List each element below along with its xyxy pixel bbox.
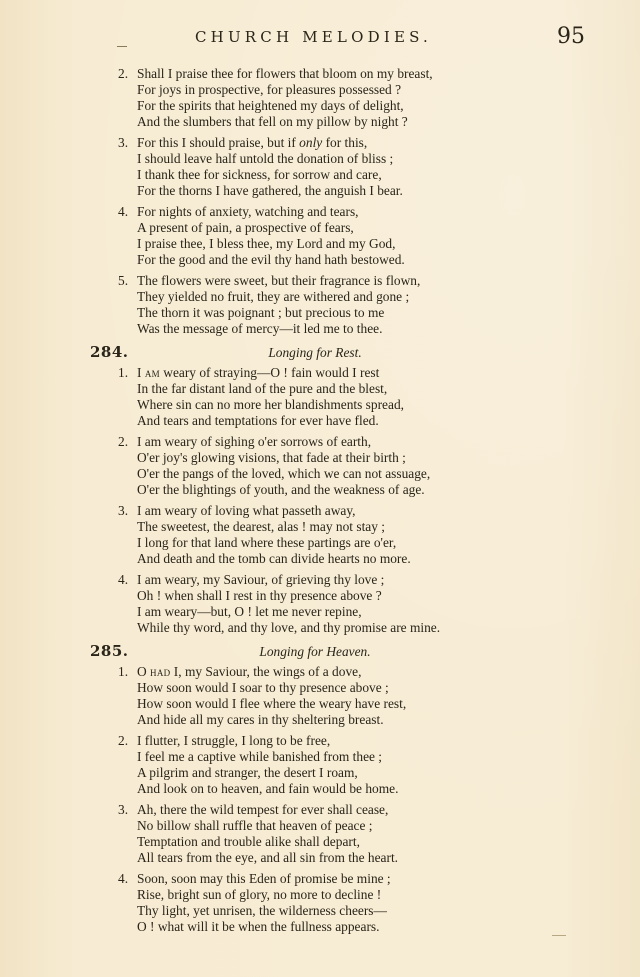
verse-text: For this I should praise, but if (137, 135, 300, 150)
verse-line: And hide all my cares in thy sheltering breast. (137, 712, 384, 727)
hymn-number: 284. (90, 343, 129, 361)
running-title: CHURCH MELODIES. (195, 28, 432, 46)
verse-line: For the thorns I have gathered, the anguish I bear. (137, 183, 403, 198)
verse-line (137, 664, 503, 680)
verse-line: For nights of anxiety, watching and tears, (137, 204, 359, 219)
stanza-number: 1. (118, 365, 129, 380)
verse-line: And tears and temptations for ever have fled. (137, 413, 379, 428)
verse-line: No billow shall ruffle that heaven of peace ; (137, 818, 373, 833)
verse-line: I am weary, my Saviour, of grieving thy love ; (137, 572, 385, 587)
stanza-number: 4. (118, 871, 129, 886)
verse-line: Where sin can no more her blandishments spread, (137, 397, 404, 412)
verse-line: I should leave half untold the donation of bliss ; (137, 151, 394, 166)
small-caps-word: am (144, 365, 160, 380)
stanza (0, 135, 503, 199)
hymn-number: 285. (90, 642, 129, 660)
stanza-number: 3. (118, 135, 129, 150)
verse-line: I am weary of loving what passeth away, (137, 503, 356, 518)
verse-line: For joys in prospective, for pleasures possessed ? (137, 82, 402, 97)
stanza-number: 4. (118, 572, 129, 587)
hymn-title-text: Longing for Heaven. (259, 644, 371, 659)
stanza (0, 204, 503, 268)
verse-line: And the slumbers that fell on my pillow by night ? (137, 114, 408, 129)
running-head (0, 24, 640, 52)
verse-line: I flutter, I struggle, I long to be free, (137, 733, 331, 748)
stanza (0, 273, 503, 337)
stanza (0, 802, 503, 866)
stanza (0, 871, 503, 935)
verse-line: I thank thee for sickness, for sorrow and care, (137, 167, 382, 182)
verse-line: Rise, bright sun of glory, no more to decline ! (137, 887, 382, 902)
verse-line: How soon would I soar to thy presence above ; (137, 680, 389, 695)
hymn-heading (0, 641, 640, 663)
verse-line: I feel me a captive while banished from thee ; (137, 749, 383, 764)
verse-line: Soon, soon may this Eden of promise be mine ; (137, 871, 391, 886)
stanza-number: 2. (118, 66, 129, 81)
page-number: 95 (557, 24, 585, 49)
verse-line: I praise thee, I bless thee, my Lord and my God, (137, 236, 396, 251)
stanza-number: 5. (118, 273, 129, 288)
verse-line: I long for that land where these partings are o'er, (137, 535, 397, 550)
stanza (0, 503, 503, 567)
stanza (0, 572, 503, 636)
verse-line: How soon would I flee where the weary have rest, (137, 696, 407, 711)
verse-text: weary of straying—O ! fain would I rest (159, 365, 380, 380)
emphasis-word: only (299, 135, 323, 150)
verse-line: I am weary of sighing o'er sorrows of earth, (137, 434, 372, 449)
verse-text: for this, (322, 135, 368, 150)
verse-line: O'er joy's glowing visions, that fade at their birth ; (137, 450, 406, 465)
verse-line: For the good and the evil thy hand hath bestowed. (137, 252, 405, 267)
stanza (0, 733, 503, 797)
verse-line: The thorn it was poignant ; but precious to me (137, 305, 385, 320)
verse-line: The sweetest, the dearest, alas ! may not stay ; (137, 519, 386, 534)
stanza-number: 2. (118, 733, 129, 748)
verse-line: They yielded no fruit, they are withered and gone ; (137, 289, 410, 304)
verse-line: The flowers were sweet, but their fragrance is flown, (137, 273, 421, 288)
verse-line: A present of pain, a prospective of fears, (137, 220, 354, 235)
stanza (0, 365, 503, 429)
verse-line: Thy light, yet unrisen, the wilderness cheers— (137, 903, 387, 918)
verse-line: I am weary—but, O ! let me never repine, (137, 604, 362, 619)
hymn-heading (0, 342, 640, 364)
verse-text: O (137, 664, 151, 679)
margin-mark (117, 46, 127, 47)
verse-line: Shall I praise thee for flowers that bloom on my breast, (137, 66, 433, 81)
verse-line: A pilgrim and stranger, the desert I roam, (137, 765, 358, 780)
hymn-title (0, 345, 640, 361)
verse-line: Oh ! when shall I rest in thy presence above ? (137, 588, 382, 603)
verse-text: I, my Saviour, the wings of a dove, (170, 664, 362, 679)
verse-line: Was the message of mercy—it led me to thee. (137, 321, 383, 336)
stanza (0, 664, 503, 728)
small-caps-word: had (150, 664, 171, 679)
stanza-number: 1. (118, 664, 129, 679)
verse-line: All tears from the eye, and all sin from the heart. (137, 850, 399, 865)
verse-line (137, 365, 503, 381)
stanza-number: 2. (118, 434, 129, 449)
verse-line: O'er the blightings of youth, and the weakness of age. (137, 482, 425, 497)
margin-mark (552, 935, 566, 936)
page-text (0, 66, 640, 940)
verse-line: O'er the pangs of the loved, which we can not assuage, (137, 466, 431, 481)
verse-line: While thy word, and thy love, and thy promise are mine. (137, 620, 441, 635)
verse-text: I (137, 365, 145, 380)
verse-line: And death and the tomb can divide hearts no more. (137, 551, 411, 566)
verse-line: For the spirits that heightened my days of delight, (137, 98, 404, 113)
verse-line: And look on to heaven, and fain would be home. (137, 781, 399, 796)
verse-line: O ! what will it be when the fullness appears. (137, 919, 380, 934)
verse-line: Temptation and trouble alike shall depart, (137, 834, 360, 849)
verse-line (137, 135, 503, 151)
stanza-number: 4. (118, 204, 129, 219)
stanza (0, 434, 503, 498)
stanza-number: 3. (118, 802, 129, 817)
verse-line: In the far distant land of the pure and the blest, (137, 381, 388, 396)
hymn-title (0, 644, 640, 660)
stanza-number: 3. (118, 503, 129, 518)
hymn-title-text: Longing for Rest. (268, 345, 362, 360)
verse-line: Ah, there the wild tempest for ever shall cease, (137, 802, 389, 817)
stanza (0, 66, 503, 130)
